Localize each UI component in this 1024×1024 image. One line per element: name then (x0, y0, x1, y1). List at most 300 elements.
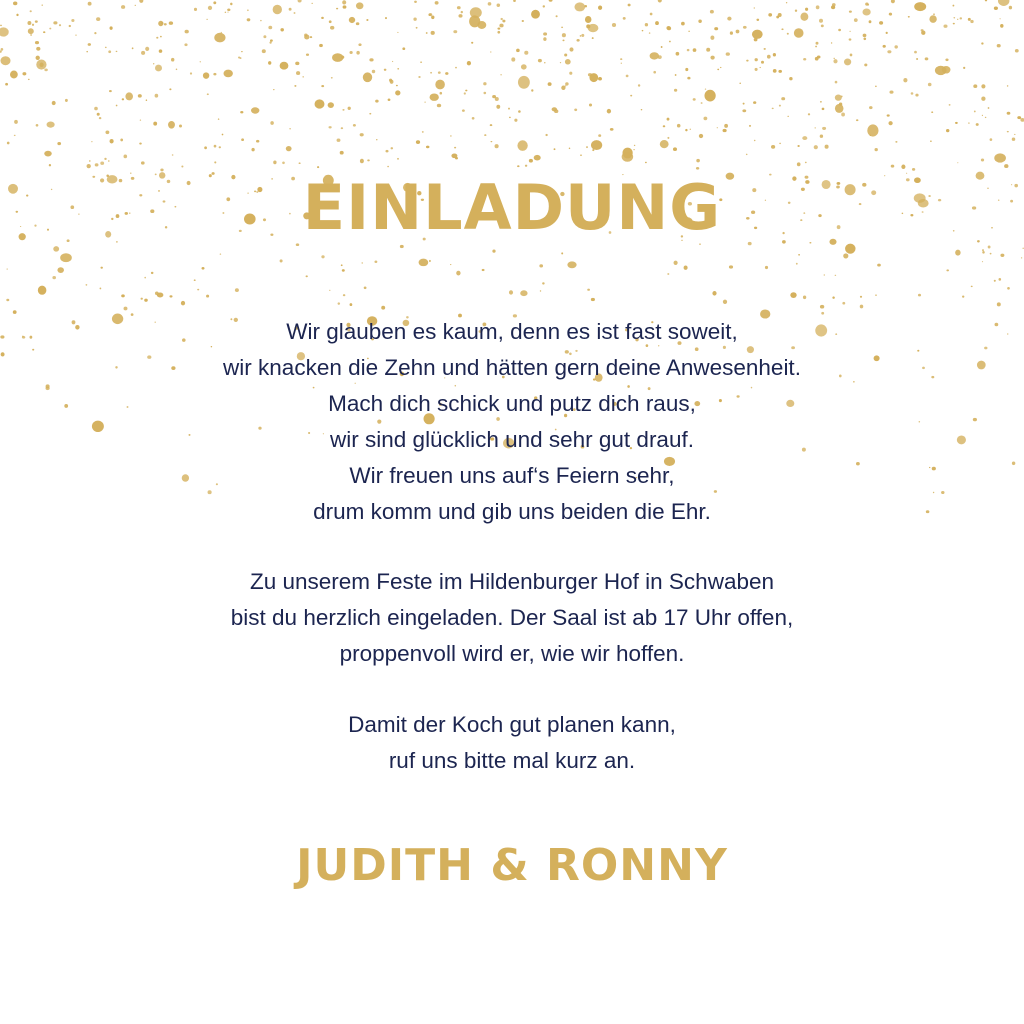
gold-speckle (687, 49, 690, 51)
gold-speckle (628, 4, 631, 7)
gold-speckle (565, 59, 571, 64)
gold-speckle (207, 93, 209, 95)
gold-speckle (517, 165, 519, 167)
gold-speckle (144, 277, 146, 279)
gold-speckle (923, 33, 925, 35)
gold-speckle (795, 10, 797, 12)
gold-speckle (805, 8, 808, 11)
gold-speckle (879, 21, 883, 25)
gold-speckle (110, 139, 114, 144)
gold-speckle (145, 47, 149, 51)
gold-speckle (385, 17, 387, 19)
gold-speckle (953, 5, 955, 7)
gold-speckle (96, 17, 100, 21)
gold-speckle (176, 68, 178, 70)
gold-speckle (574, 2, 585, 11)
gold-speckle (329, 126, 332, 128)
gold-speckle (867, 4, 869, 6)
gold-speckle (641, 109, 643, 110)
gold-speckle (240, 111, 243, 113)
gold-speckle (372, 70, 375, 73)
gold-speckle (426, 146, 430, 149)
gold-speckle (139, 143, 142, 145)
gold-speckle (690, 129, 691, 130)
gold-speckle (374, 260, 377, 263)
gold-speckle (760, 67, 761, 68)
verse-line: proppenvoll wird er, wie wir hoffen. (339, 641, 685, 666)
gold-speckle (30, 10, 32, 12)
gold-speckle (999, 278, 1002, 281)
gold-speckle (14, 135, 16, 136)
gold-speckle (674, 261, 678, 265)
gold-speckle (768, 13, 772, 16)
gold-speckle (957, 19, 958, 20)
gold-speckle (179, 125, 182, 128)
gold-speckle (395, 90, 400, 95)
gold-speckle (833, 59, 837, 63)
gold-speckle (363, 72, 372, 82)
gold-speckle (484, 134, 486, 136)
gold-speckle (781, 97, 785, 100)
gold-speckle (321, 85, 324, 87)
gold-speckle (698, 20, 702, 23)
gold-speckle (717, 127, 718, 128)
gold-speckle (567, 261, 576, 268)
gold-speckle (565, 82, 569, 85)
gold-speckle (435, 80, 445, 90)
gold-speckle (27, 21, 31, 25)
gold-speckle (946, 129, 949, 132)
gold-speckle (667, 118, 670, 121)
gold-speckle (773, 69, 777, 73)
gold-speckle (598, 134, 601, 137)
gold-speckle (649, 32, 650, 33)
gold-speckle (294, 85, 296, 87)
gold-speckle (727, 17, 731, 21)
gold-speckle (247, 9, 249, 11)
gold-speckle (798, 254, 800, 256)
gold-speckle (862, 9, 870, 16)
gold-speckle (71, 19, 74, 22)
gold-speckle (676, 52, 680, 56)
gold-speckle (483, 92, 486, 94)
gold-speckle (356, 22, 360, 25)
gold-speckle (667, 273, 669, 275)
gold-speckle (218, 118, 219, 120)
gold-speckle (95, 163, 99, 166)
gold-speckle (44, 151, 51, 157)
gold-speckle (342, 109, 344, 111)
gold-speckle (820, 305, 824, 309)
gold-speckle (591, 140, 602, 150)
gold-speckle (598, 77, 602, 81)
gold-speckle (424, 101, 425, 102)
gold-speckle (88, 43, 91, 46)
gold-speckle (437, 104, 441, 108)
gold-speckle (295, 62, 299, 66)
gold-speckle (914, 51, 917, 54)
gold-speckle (875, 294, 877, 296)
gold-speckle (366, 19, 368, 21)
gold-speckle (488, 2, 492, 5)
gold-speckle (353, 124, 356, 127)
gold-speckle (928, 83, 932, 87)
gold-speckle (612, 23, 616, 27)
gold-speckle (497, 31, 500, 34)
gold-speckle (963, 67, 965, 69)
gold-speckle (968, 18, 971, 21)
gold-speckle (220, 253, 221, 254)
gold-speckle (343, 5, 347, 8)
gold-speckle (169, 295, 172, 297)
gold-speckle (100, 287, 102, 289)
gold-speckle (100, 162, 104, 165)
gold-speckle (864, 63, 867, 66)
gold-speckle (787, 33, 789, 35)
gold-speckle (164, 23, 167, 25)
gold-speckle (125, 92, 133, 100)
gold-speckle (797, 162, 801, 166)
gold-speckle (787, 116, 789, 117)
gold-speckle (440, 92, 443, 95)
gold-speckle (1014, 134, 1015, 135)
gold-speckle (1020, 118, 1024, 122)
gold-speckle (843, 253, 848, 258)
gold-speckle (772, 108, 774, 110)
gold-speckle (650, 52, 659, 59)
gold-speckle (710, 36, 714, 40)
gold-speckle (43, 31, 45, 33)
gold-speckle (576, 39, 579, 42)
verse-line: drum komm und gib uns beiden die Ehr. (313, 499, 711, 524)
gold-speckle (340, 151, 344, 155)
gold-speckle (241, 138, 244, 141)
gold-speckle (342, 0, 346, 4)
gold-speckle (396, 85, 398, 87)
gold-speckle (456, 271, 460, 276)
gold-speckle (57, 142, 61, 145)
gold-speckle (800, 13, 808, 21)
verse-3 (0, 707, 1024, 779)
gold-speckle (916, 58, 918, 60)
gold-speckle (208, 6, 212, 10)
gold-speckle (500, 74, 502, 75)
gold-speckle (889, 13, 892, 16)
gold-speckle (946, 269, 949, 271)
gold-speckle (343, 294, 346, 296)
verse-line: bist du herzlich eingeladen. Der Saal ist ab 17 Uhr offen, (230, 605, 794, 630)
gold-speckle (348, 107, 351, 110)
gold-speckle (886, 32, 888, 34)
gold-speckle (581, 34, 584, 37)
gold-speckle (584, 5, 587, 7)
gold-speckle (36, 47, 40, 51)
gold-speckle (397, 68, 399, 70)
gold-speckle (849, 38, 852, 40)
gold-speckle (251, 148, 254, 152)
gold-speckle (144, 299, 148, 302)
gold-speckle (49, 28, 51, 30)
gold-speckle (28, 79, 30, 80)
gold-speckle (35, 20, 38, 22)
gold-speckle (531, 89, 533, 91)
gold-speckle (699, 134, 703, 138)
gold-speckle (289, 8, 292, 11)
gold-speckle (508, 108, 510, 110)
gold-speckle (94, 32, 96, 34)
gold-speckle (696, 159, 700, 162)
gold-speckle (414, 1, 417, 3)
gold-speckle (381, 306, 385, 310)
gold-speckle (739, 82, 741, 84)
gold-speckle (755, 68, 758, 71)
gold-speckle (108, 50, 111, 53)
gold-speckle (384, 69, 387, 71)
gold-speckle (108, 160, 110, 162)
gold-speckle (419, 259, 429, 267)
gold-speckle (720, 67, 722, 68)
gold-speckle (660, 140, 669, 148)
gold-speckle (903, 78, 907, 82)
gold-speckle (586, 24, 590, 28)
gold-speckle (247, 18, 251, 21)
gold-speckle (222, 134, 224, 136)
gold-speckle (1021, 257, 1022, 258)
gold-speckle (364, 286, 367, 289)
gold-speckle (141, 51, 145, 55)
gold-speckle (319, 44, 323, 47)
gold-speckle (569, 47, 573, 51)
gold-speckle (674, 89, 677, 92)
gold-speckle (389, 79, 392, 82)
gold-speckle (552, 107, 557, 111)
gold-speckle (957, 162, 958, 163)
gold-speckle (91, 141, 92, 142)
gold-speckle (450, 135, 451, 136)
gold-speckle (1015, 49, 1019, 53)
gold-speckle (350, 303, 353, 306)
gold-speckle (982, 251, 985, 254)
gold-speckle (591, 298, 595, 301)
gold-speckle (821, 25, 824, 28)
gold-speckle (825, 145, 829, 149)
verse-2 (0, 564, 1024, 672)
gold-speckle (1007, 287, 1010, 290)
gold-speckle (842, 302, 845, 305)
gold-speckle (710, 10, 714, 14)
gold-speckle (994, 280, 996, 282)
gold-speckle (773, 53, 776, 57)
gold-speckle (988, 107, 990, 109)
gold-speckle (642, 30, 644, 32)
gold-speckle (385, 150, 388, 153)
gold-speckle (667, 137, 669, 139)
gold-speckle (754, 7, 755, 8)
gold-speckle (57, 267, 64, 273)
gold-speckle (743, 103, 745, 105)
gold-speckle (141, 161, 145, 164)
gold-speckle (974, 110, 976, 112)
gold-speckle (240, 57, 242, 59)
gold-speckle (675, 74, 677, 76)
gold-speckle (962, 295, 964, 297)
gold-speckle (235, 288, 239, 292)
gold-speckle (655, 21, 659, 25)
gold-speckle (262, 49, 266, 53)
gold-speckle (431, 15, 434, 19)
gold-speckle (349, 51, 352, 54)
gold-speckle (146, 99, 147, 101)
gold-speckle (911, 92, 914, 94)
gold-speckle (430, 93, 439, 100)
gold-speckle (887, 50, 891, 53)
gold-speckle (513, 0, 516, 2)
gold-speckle (88, 2, 92, 6)
gold-speckle (280, 28, 284, 31)
gold-speckle (522, 20, 524, 22)
gold-speckle (280, 259, 283, 262)
gold-speckle (273, 161, 276, 165)
gold-speckle (97, 113, 100, 116)
gold-speckle (542, 282, 545, 284)
gold-speckle (544, 62, 545, 63)
gold-speckle (38, 286, 47, 295)
gold-speckle (121, 5, 125, 9)
gold-speckle (509, 290, 513, 294)
gold-speckle (556, 15, 558, 17)
invitation-title: EINLADUNG (302, 171, 722, 244)
gold-speckle (968, 122, 970, 123)
gold-speckle (1009, 6, 1012, 10)
gold-speckle (86, 51, 88, 53)
gold-speckle (981, 97, 985, 101)
gold-speckle (360, 159, 364, 163)
gold-speckle (219, 146, 221, 148)
gold-speckle (982, 115, 983, 116)
gold-speckle (367, 159, 370, 161)
gold-speckle (860, 296, 862, 298)
gold-speckle (930, 140, 932, 142)
gold-speckle (458, 14, 462, 18)
gold-speckle (495, 144, 499, 148)
gold-speckle (1007, 112, 1011, 115)
verse-line: wir sind glücklich und sehr gut drauf. (330, 427, 694, 452)
gold-speckle (815, 127, 816, 128)
gold-speckle (976, 123, 979, 126)
gold-speckle (815, 57, 819, 61)
gold-speckle (994, 153, 1006, 162)
gold-speckle (945, 59, 948, 62)
gold-speckle (44, 69, 47, 72)
gold-speckle (518, 76, 530, 89)
gold-speckle (140, 119, 141, 120)
gold-speckle (120, 138, 123, 141)
gold-speckle (160, 36, 162, 38)
gold-speckle (914, 2, 926, 11)
gold-speckle (453, 30, 457, 33)
gold-speckle (341, 264, 343, 266)
gold-speckle (13, 2, 17, 6)
gold-speckle (850, 53, 853, 56)
gold-speckle (497, 3, 501, 6)
gold-speckle (213, 1, 216, 4)
gold-speckle (953, 17, 955, 18)
verse-line: wir knacken die Zehn und hätten gern deine Anwesenheit. (223, 355, 801, 380)
gold-speckle (935, 66, 947, 75)
gold-speckle (121, 294, 125, 297)
gold-speckle (802, 136, 807, 140)
gold-speckle (270, 121, 274, 125)
gold-speckle (42, 4, 43, 6)
gold-speckle (445, 72, 448, 75)
gold-speckle (22, 72, 26, 75)
gold-speckle (580, 35, 582, 37)
gold-speckle (435, 1, 439, 4)
gold-speckle (982, 249, 984, 251)
gold-speckle (156, 37, 158, 39)
gold-speckle (36, 124, 39, 127)
gold-speckle (282, 162, 285, 165)
gold-speckle (1007, 131, 1009, 133)
gold-speckle (960, 17, 963, 19)
gold-speckle (589, 104, 592, 107)
gold-speckle (1017, 116, 1021, 119)
gold-speckle (511, 57, 515, 61)
gold-speckle (925, 57, 929, 60)
gold-speckle (482, 269, 485, 271)
gold-speckle (418, 76, 420, 78)
gold-speckle (7, 142, 10, 145)
gold-speckle (726, 52, 730, 55)
gold-speckle (621, 63, 622, 64)
gold-speckle (362, 262, 363, 263)
gold-speckle (816, 42, 819, 45)
gold-speckle (172, 154, 174, 155)
gold-speckle (0, 56, 10, 65)
gold-speckle (99, 117, 102, 119)
gold-speckle (554, 148, 556, 150)
gold-speckle (714, 27, 718, 30)
verse-line: Wir freuen uns auf‘s Feiern sehr, (349, 463, 675, 488)
gold-speckle (416, 140, 420, 144)
gold-speckle (929, 15, 936, 23)
gold-speckle (663, 125, 666, 127)
gold-speckle (268, 26, 272, 30)
gold-speckle (1000, 254, 1004, 257)
gold-speckle (706, 48, 710, 52)
gold-speckle (673, 147, 677, 151)
gold-speckle (832, 3, 836, 6)
gold-speckle (781, 28, 783, 30)
gold-speckle (341, 127, 343, 129)
gold-speckle (336, 8, 338, 10)
gold-speckle (491, 141, 493, 142)
gold-speckle (451, 153, 457, 158)
gold-speckle (467, 61, 471, 65)
gold-speckle (653, 71, 656, 74)
gold-speckle (667, 27, 671, 31)
gold-speckle (225, 12, 227, 13)
gold-speckle (89, 160, 91, 161)
gold-speckle (260, 20, 262, 21)
gold-speckle (141, 298, 143, 300)
gold-speckle (915, 94, 918, 97)
gold-speckle (342, 269, 345, 272)
gold-speckle (296, 71, 300, 75)
gold-speckle (561, 252, 563, 254)
gold-speckle (538, 59, 542, 62)
gold-speckle (94, 107, 98, 111)
